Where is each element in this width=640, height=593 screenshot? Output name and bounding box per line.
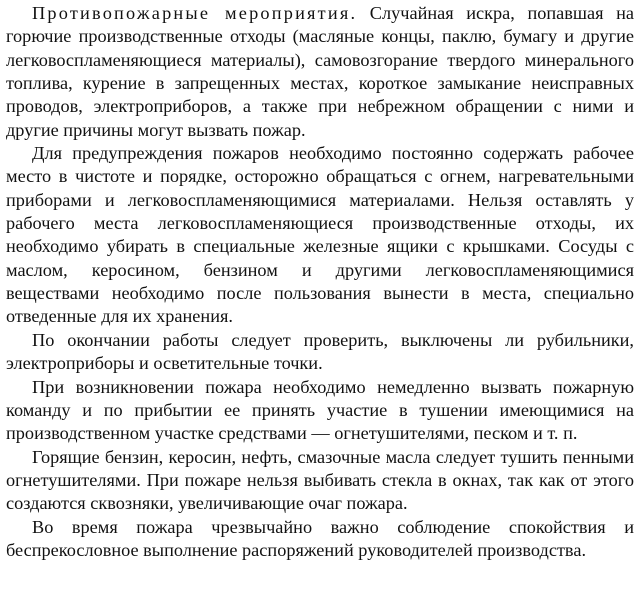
section-heading: Противопожарные мероприятия. <box>32 3 358 23</box>
paragraph-fire-prevention: Для предупреждения пожаров необходимо постоянно содержать рабочее место в чистоте и порядке, осторожно обращаться с огнем, нагревательными приборами и легковоспламеняющимися материалами. Нельзя оставлять у рабочего места легковоспламеняющиеся производственные отходы, их необходимо убирать в специальные железные ящики с крышками. Сосуды с маслом, керосином, бензином и другими легковоспламеняющимися веществами необходимо после пользования вынести в места, специально отведенные для их хранения. <box>6 143 634 327</box>
paragraph-calm-conduct: Во время пожара чрезвычайно важно соблюдение спокойствия и беспрекословное выполнение распоряжений руководителей производства. <box>6 516 634 560</box>
paragraph-text: Случайная искра, попавшая на горючие производственные отходы (масляные концы, паклю, бумагу и другие легковоспламеняющиеся материалы), самовозгорание твердого минерального топлива, курение в запрещенных местах, короткое замыкание неисправных проводов, электроприборов, а также при небрежном обращении с ними и другие причины могут вызвать пожар. <box>6 3 634 140</box>
paragraph-fire-prevention-measures <box>6 2 634 142</box>
document-page <box>6 2 634 562</box>
paragraph-extinguishing-fuels: Горящие бензин, керосин, нефть, смазочные масла следует тушить пенными огнетушителями. При пожаре нельзя выбивать стекла в окнах, так как от этого создаются сквозняки, увеличивающие очаг пожара. <box>6 446 634 514</box>
paragraph-end-of-work-check: По окончании работы следует проверить, выключены ли рубильники, электроприборы и осветительные точки. <box>6 329 634 374</box>
paragraph-fire-response: При возникновении пожара необходимо немедленно вызвать пожарную команду и по прибытии ее принять участие в тушении имеющимися на производственном участке средствами — огнетушителями, песком и т. п. <box>6 376 634 444</box>
